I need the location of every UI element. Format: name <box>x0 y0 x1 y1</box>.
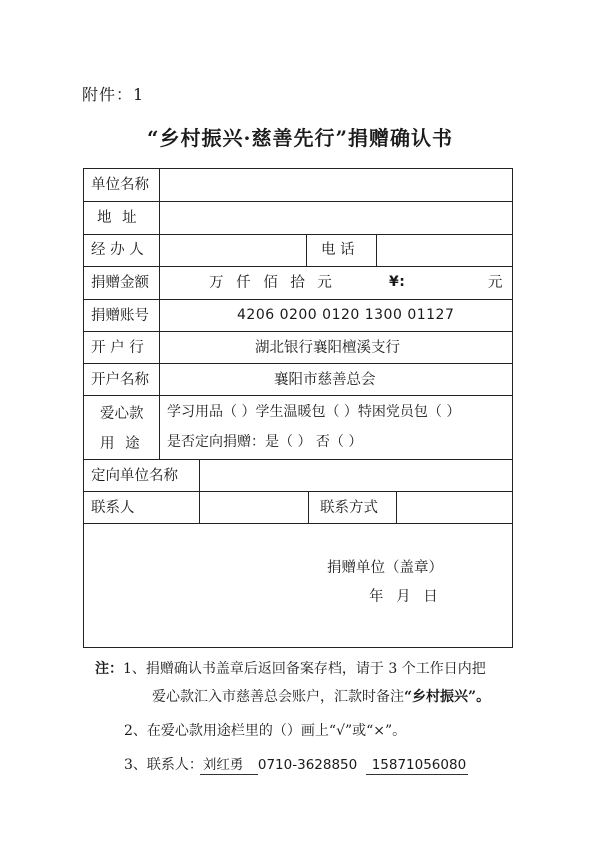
mobile-underline <box>366 774 468 775</box>
address-field[interactable] <box>164 204 508 230</box>
amount-yuan-suffix: 元 <box>488 275 503 291</box>
phone-label: 电 话 <box>321 242 355 258</box>
seal-label: 捐赠单位（盖章） <box>327 560 443 576</box>
unit-name-field[interactable] <box>164 172 508 198</box>
contact-field[interactable] <box>204 495 304 521</box>
note-3-mobile: 15871056080 <box>371 757 467 773</box>
note-3-label: 3、联系人： <box>124 757 203 773</box>
note-1-remark: “乡村振兴”。 <box>404 689 491 705</box>
account-label: 捐赠账号 <box>91 308 149 324</box>
amount-label: 捐赠金额 <box>91 275 149 291</box>
date-label: 年 月 日 <box>369 589 438 605</box>
unit-name-label: 单位名称 <box>91 177 149 193</box>
handler-label: 经 办 人 <box>91 242 144 258</box>
usage-label-line2: 用 途 <box>100 436 143 452</box>
directed-unit-label: 定向单位名称 <box>91 468 178 484</box>
account-name-label: 开户名称 <box>91 372 149 388</box>
contact-method-field[interactable] <box>400 495 508 521</box>
usage-options[interactable]: 学习用品（ ）学生温暖包（ ）特困党员包（ ） <box>167 404 461 420</box>
note-3-phone: 0710-3628850 <box>257 757 358 773</box>
note-1-text: 1、捐赠确认书盖章后返回备案存档，请于 3 个工作日内把 <box>123 661 486 677</box>
note-2: 2、在爱心款用途栏里的（）画上“√”或“×”。 <box>124 723 407 739</box>
bank-label: 开 户 行 <box>91 340 144 356</box>
directed-unit-field[interactable] <box>204 463 508 489</box>
note-1-text-cont: 爱心款汇入市慈善总会账户，汇款时备注 <box>152 689 404 705</box>
directed-donation-question[interactable]: 是否定向捐赠：是（ ） 否（ ） <box>167 434 363 450</box>
address-label: 地 址 <box>97 210 140 226</box>
notes-prefix: 注： <box>95 661 123 677</box>
contact-name-underline <box>200 774 258 775</box>
usage-label-line1: 爱心款 <box>100 406 144 422</box>
contact-method-label: 联系方式 <box>320 500 378 516</box>
attachment-label: 附件：1 <box>82 85 145 104</box>
note-1-line-1 <box>95 658 486 678</box>
note-3 <box>124 753 466 774</box>
amount-units: 万 仟 佰 拾 元 <box>209 275 333 291</box>
bank-value: 湖北银行襄阳檀溪支行 <box>255 340 400 356</box>
note-1-line-2 <box>152 686 490 706</box>
phone-field[interactable] <box>380 237 508 263</box>
handler-field[interactable] <box>164 237 302 263</box>
amount-yuan-symbol: ¥: <box>389 274 406 290</box>
donation-form <box>83 168 513 648</box>
note-3-contact-name: 刘红勇 <box>202 757 244 773</box>
account-value: 4206 0200 0120 1300 01127 <box>237 307 455 323</box>
contact-label: 联系人 <box>91 500 135 516</box>
document-title: “乡村振兴·慈善先行”捐赠确认书 <box>147 126 453 150</box>
account-name-value: 襄阳市慈善总会 <box>274 372 376 388</box>
